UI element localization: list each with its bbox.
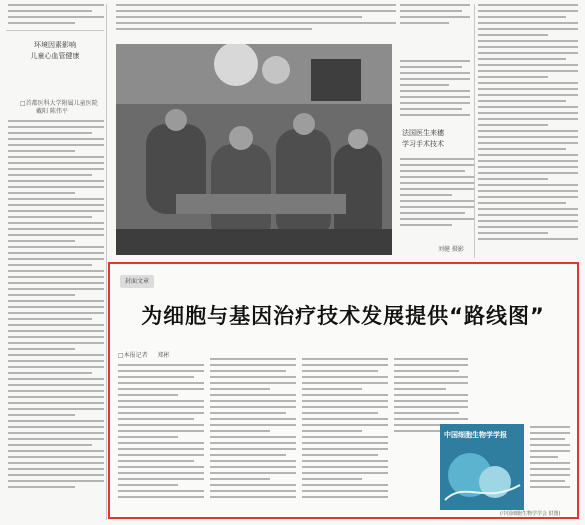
vertical-divider-right (474, 4, 475, 258)
feature-column-2 (210, 358, 296, 502)
photo-caption-line2: 学习手术技术 (402, 140, 444, 148)
top-left-headline (10, 40, 100, 62)
top-left-headline-line1: 环境因素影响 (34, 41, 76, 49)
photo-caption-body (400, 158, 474, 230)
top-left-text-column (8, 4, 104, 28)
cover-credit: (中国细胞生物学学会 供图) (500, 511, 561, 517)
vertical-divider-left (106, 4, 107, 520)
journal-cover-artwork (440, 440, 524, 510)
photo-caption-headline (402, 128, 476, 150)
feature-column-1 (118, 364, 204, 502)
feature-tag: 封面文章 (120, 275, 154, 288)
surgery-photo (116, 44, 392, 255)
top-left-byline: □首都医科大学附属儿童医院 (20, 100, 98, 107)
top-left-authors: 戴阳 陈伟平 (36, 108, 68, 115)
feature-side-column (530, 426, 570, 492)
feature-byline (118, 350, 170, 359)
photo-side-text (400, 60, 470, 120)
top-left-article-body (8, 120, 104, 492)
top-left-headline-line2: 儿童心血管健康 (30, 52, 80, 60)
far-right-text-column (478, 4, 578, 244)
journal-cover-title: 中国细胞生物学学报 (444, 431, 507, 439)
surgery-scene-illustration (116, 44, 392, 255)
top-middle-text-column (116, 4, 396, 34)
right-text-column (400, 4, 470, 28)
journal-cover (440, 424, 524, 510)
column-divider (6, 30, 104, 31)
photo-credit: 刘健 摄影 (438, 246, 464, 253)
feature-reporter: 郑彬 (157, 352, 170, 359)
feature-byline-label: □本报记者 (118, 352, 148, 359)
feature-title: 为细胞与基因治疗技术发展提供“路线图” (141, 304, 545, 328)
photo-caption-line1: 法国医生来穗 (402, 129, 444, 137)
feature-column-3 (302, 358, 388, 502)
